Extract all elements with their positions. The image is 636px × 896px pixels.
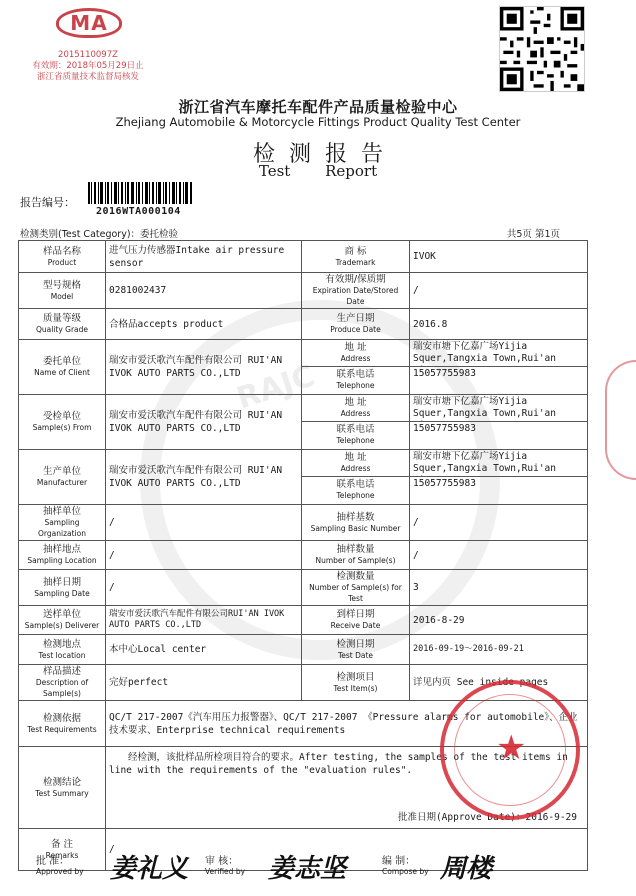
table-row — [19, 273, 588, 309]
from-address-value: 瑞安市塘下亿嘉广场Yijia Squer,Tangxia Town,Rui'an — [410, 395, 587, 422]
table-row — [19, 505, 588, 541]
table-row — [19, 747, 588, 829]
from-phone-value: 15057755983 — [413, 423, 476, 434]
report-number: 2016WTA000104 — [96, 206, 181, 217]
compose-signature: 周楼 — [440, 854, 493, 884]
client-contact-values — [410, 340, 588, 395]
model-value: 0281002437 — [106, 273, 302, 309]
model-label: 型号规格 Model — [19, 273, 106, 309]
org-title-cn: 浙江省汽车摩托车配件产品质量检验中心 — [178, 98, 458, 116]
description-value: 完好perfect — [106, 665, 302, 701]
client-phone-value: 15057755983 — [413, 368, 476, 379]
page-count: 共5页 第1页 — [506, 229, 560, 240]
client-address-value: 瑞安市塘下亿嘉广场Yijia Squer,Tangxia Town,Rui'an — [410, 340, 587, 367]
quality-value: 合格品accepts product — [106, 309, 302, 340]
table-row — [19, 309, 588, 340]
receive-date-label: 到样日期 Receive Date — [302, 606, 410, 635]
receive-date-value: 2016-8-29 — [410, 606, 588, 635]
client-label: 委托单位 Name of Client — [19, 340, 106, 395]
barcode-icon — [88, 182, 192, 204]
side-stamp-icon — [605, 360, 636, 480]
test-location-value: 本中心Local center — [106, 635, 302, 665]
sampling-basis-value: / — [410, 505, 588, 541]
report-table — [18, 240, 588, 871]
num-samples-value: / — [410, 541, 588, 570]
product-value: 进气压力传感器Intake air pressure sensor — [106, 241, 302, 273]
table-row — [19, 541, 588, 570]
from-phone-label: 联系电话 Telephone — [336, 424, 375, 445]
summary-cell — [106, 747, 588, 829]
verified-signature: 姜志坚 — [268, 854, 347, 884]
quality-label: 质量等级 Quality Grade — [19, 309, 106, 340]
test-location-label: 检测地点 Test location — [19, 635, 106, 665]
official-seal-icon: ★ — [440, 680, 580, 820]
client-value: 瑞安市爱沃歌汽车配件有限公司 RUI'AN IVOK AUTO PARTS CO.,LTD — [106, 340, 302, 395]
ma-logo — [56, 8, 122, 38]
approve-date: 批准日期(Approve Date)：2016-9-29 — [397, 812, 577, 823]
org-title-en: Zhejiang Automobile & Motorcycle Fittings Product Quality Test Center — [115, 115, 521, 129]
requirements-value: QC/T 217-2007《汽车用压力报警器》、QC/T 217-2007 《Pressure alarms for automobile》、企业技术要求、Enterprise technical requirements — [106, 701, 588, 747]
table-row — [19, 570, 588, 606]
num-for-test-value: 3 — [410, 570, 588, 606]
remarks-value: / — [106, 829, 588, 871]
compose-by-label: 编 制： Compose by — [382, 856, 429, 876]
trademark-label: 商 标 Trademark — [302, 241, 410, 273]
table-row — [19, 606, 588, 635]
remarks-label: 备 注 Remarks — [19, 829, 106, 871]
approved-signature: 姜礼义 — [110, 854, 189, 884]
from-contact-labels — [302, 395, 410, 450]
trademark-value: IVOK — [410, 241, 588, 273]
approved-by-label: 批 准： Approved by — [36, 856, 84, 876]
verified-by-label: 审 核： Verified by — [205, 856, 246, 876]
expiration-label: 有效期/保质期 Expiration Date/Stored Date — [302, 273, 410, 309]
watermark-text: RAJC — [232, 358, 319, 417]
produce-date-label: 生产日期 Produce Date — [302, 309, 410, 340]
test-category: 检测类别(Test Category)：委托检验 — [20, 229, 179, 240]
summary-value: 经检测，该批样品所检项目符合的要求。After testing, the samples of the test items in line with the requirements of the "evaluation rules". — [109, 752, 568, 776]
cert-validity: 有效期：2018年05月29日止 — [32, 61, 144, 71]
table-row — [19, 241, 588, 273]
sampling-location-label: 抽样地点 Sampling Location — [19, 541, 106, 570]
mfr-contact-labels — [302, 450, 410, 505]
mfr-address-value: 瑞安市塘下亿嘉广场Yijia Squer,Tangxia Town,Rui'an — [410, 450, 587, 477]
table-row — [19, 395, 588, 450]
manufacturer-value: 瑞安市爱沃歌汽车配件有限公司 RUI'AN IVOK AUTO PARTS CO.,LTD — [106, 450, 302, 505]
mfr-phone-value: 15057755983 — [413, 478, 476, 489]
from-contact-values — [410, 395, 588, 450]
ma-logo-text: MA — [70, 11, 108, 35]
client-address-label: 地 址 Address — [302, 340, 409, 367]
test-items-value: 详见内页 See inside pages — [410, 665, 588, 701]
sampling-org-label: 抽样单位 Sampling Organization — [19, 505, 106, 541]
mfr-phone-label: 联系电话 Telephone — [336, 479, 375, 500]
mfr-address-label: 地 址 Address — [302, 450, 409, 477]
sampling-org-value: / — [106, 505, 302, 541]
deliverer-value: 瑞安市爱沃歌汽车配件有限公司RUI'AN IVOK AUTO PARTS CO.,LTD — [106, 606, 302, 635]
summary-label: 检测结论 Test Summary — [19, 747, 106, 829]
table-row — [19, 635, 588, 665]
requirements-label: 检测依据 Test Requirements — [19, 701, 106, 747]
cert-number: 2015110097Z — [58, 50, 118, 60]
report-title-en: Test Report — [258, 162, 378, 180]
from-address-label: 地 址 Address — [302, 395, 409, 422]
test-items-label: 检测项目 Test Item(s) — [302, 665, 410, 701]
report-title-cn: 检测报告 — [252, 142, 397, 167]
product-label: 样品名称 Product — [19, 241, 106, 273]
table-row — [19, 701, 588, 747]
cert-block — [18, 50, 158, 83]
sample-from-value: 瑞安市爱沃歌汽车配件有限公司 RUI'AN IVOK AUTO PARTS CO.,LTD — [106, 395, 302, 450]
expiration-value: / — [410, 273, 588, 309]
sampling-basis-label: 抽样基数 Sampling Basic Number — [302, 505, 410, 541]
test-date-label: 检测日期 Test Date — [302, 635, 410, 665]
cert-issuer: 浙江省质量技术监督局核发 — [36, 72, 139, 82]
manufacturer-label: 生产单位 Manufacturer — [19, 450, 106, 505]
sampling-date-value: / — [106, 570, 302, 606]
num-for-test-label: 检测数量 Number of Sample(s) for Test — [302, 570, 410, 606]
deliverer-label: 送样单位 Sample(s) Deliverer — [19, 606, 106, 635]
description-label: 样品描述 Description of Sample(s) — [19, 665, 106, 701]
qr-code-icon — [499, 6, 585, 92]
client-contact-labels — [302, 340, 410, 395]
sampling-date-label: 抽样日期 Sampling Date — [19, 570, 106, 606]
num-samples-label: 抽样数量 Number of Sample(s) — [302, 541, 410, 570]
produce-date-value: 2016.8 — [410, 309, 588, 340]
table-row — [19, 450, 588, 505]
report-no-label: 报告编号： — [20, 196, 75, 209]
mfr-contact-values — [410, 450, 588, 505]
table-row — [19, 665, 588, 701]
table-row — [19, 340, 588, 395]
test-date-value: 2016-09-19～2016-09-21 — [410, 635, 588, 665]
sample-from-label: 受检单位 Sample(s) From — [19, 395, 106, 450]
sampling-location-value: / — [106, 541, 302, 570]
client-phone-label: 联系电话 Telephone — [336, 369, 375, 390]
